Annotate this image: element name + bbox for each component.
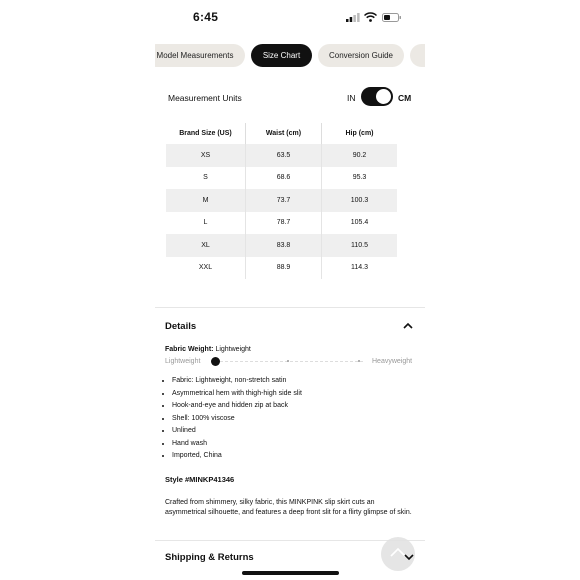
fabric-weight-line: [165, 346, 251, 353]
cell-waist: 68.6: [246, 167, 322, 190]
cell-size: L: [203, 219, 208, 227]
feature-list: [160, 375, 302, 463]
cell-hip: 100.3: [322, 189, 398, 212]
size-chart-table: [166, 123, 397, 279]
cell-waist: 83.8: [246, 234, 322, 257]
list-item: • Hook-and-eye and hidden zip at back: [172, 400, 302, 413]
list-item: • Imported, China: [172, 450, 302, 463]
cellular-signal-icon: [346, 13, 360, 22]
table-row: [166, 212, 397, 235]
tab-size-chart[interactable]: Size Chart: [251, 44, 312, 67]
cell-hip: 90.2: [322, 144, 398, 167]
chevron-down-icon[interactable]: [404, 554, 414, 561]
scale-min-label: Lightweight: [165, 358, 201, 365]
measurement-units-label: Measurement Units: [168, 93, 242, 103]
units-toggle[interactable]: [361, 87, 393, 106]
column-header-hip: Hip (cm): [322, 123, 398, 144]
list-item: • Unlined: [172, 425, 302, 438]
tab-model-measurements[interactable]: Model Measurements: [155, 44, 245, 67]
phone-screen: [155, 0, 425, 580]
shipping-returns-heading[interactable]: Shipping & Returns: [165, 552, 254, 563]
chevron-up-icon[interactable]: [403, 322, 413, 329]
cell-size: S: [203, 174, 208, 182]
list-item: • Asymmetrical hem with thigh-high side slit: [172, 388, 302, 401]
cell-hip: 110.5: [322, 234, 398, 257]
status-bar: [155, 0, 425, 36]
cell-waist: 88.9: [246, 257, 322, 280]
cell-hip: 114.3: [322, 257, 398, 280]
list-item: • Fabric: Lightweight, non-stretch satin: [172, 375, 302, 388]
product-description: Crafted from shimmery, silky fabric, this MINKPINK slip skirt cuts an asymmetrical silhouette, and features a deep front slit for a flirty glimpse of skin.: [165, 499, 412, 516]
list-item: • Shell: 100% viscose: [172, 413, 302, 426]
cell-size: XL: [166, 234, 246, 257]
wifi-icon: [364, 12, 377, 22]
scale-marker: [211, 357, 220, 366]
fabric-weight-value: Lightweight: [215, 346, 251, 353]
table-row: [166, 167, 397, 190]
fabric-weight-label: Fabric Weight:: [165, 346, 214, 353]
unit-in-label: IN: [347, 93, 356, 103]
tab-conversion-guide[interactable]: Conversion Guide: [318, 44, 404, 67]
unit-cm-label: CM: [398, 93, 412, 103]
home-indicator[interactable]: [242, 571, 339, 575]
table-header-row: [166, 123, 397, 144]
table-row: [166, 144, 397, 167]
measurement-units-row: [168, 90, 413, 108]
style-number: Style #MINKP41346: [165, 475, 235, 484]
battery-icon: [382, 13, 402, 22]
scale-tick: [358, 360, 360, 362]
cell-waist: 78.7: [246, 212, 322, 235]
cell-size: M: [166, 189, 246, 212]
toggle-knob: [376, 89, 391, 104]
list-item: • Hand wash: [172, 438, 302, 451]
tab-bar: [155, 44, 425, 68]
table-row: [166, 189, 397, 212]
cell-size: XS: [166, 144, 246, 167]
section-divider: [155, 307, 425, 308]
cell-size: XXL: [198, 264, 213, 272]
cell-waist: 63.5: [246, 144, 322, 167]
tab-next[interactable]: [410, 44, 425, 67]
details-heading[interactable]: Details: [165, 321, 197, 332]
scale-max-label: Heavyweight: [372, 358, 413, 365]
cell-hip: 105.4: [322, 212, 398, 235]
cell-waist: 73.7: [246, 189, 322, 212]
table-row: [166, 234, 397, 257]
cell-hip: 95.3: [322, 167, 398, 190]
column-header-waist: Waist (cm): [246, 123, 322, 144]
section-divider: [155, 540, 425, 541]
column-header-size: Brand Size (US): [179, 130, 232, 137]
fabric-weight-scale: [165, 357, 420, 369]
status-time: 6:45: [193, 10, 219, 24]
table-row: [166, 257, 397, 280]
scale-track: [215, 361, 363, 362]
scale-tick: [287, 360, 289, 362]
